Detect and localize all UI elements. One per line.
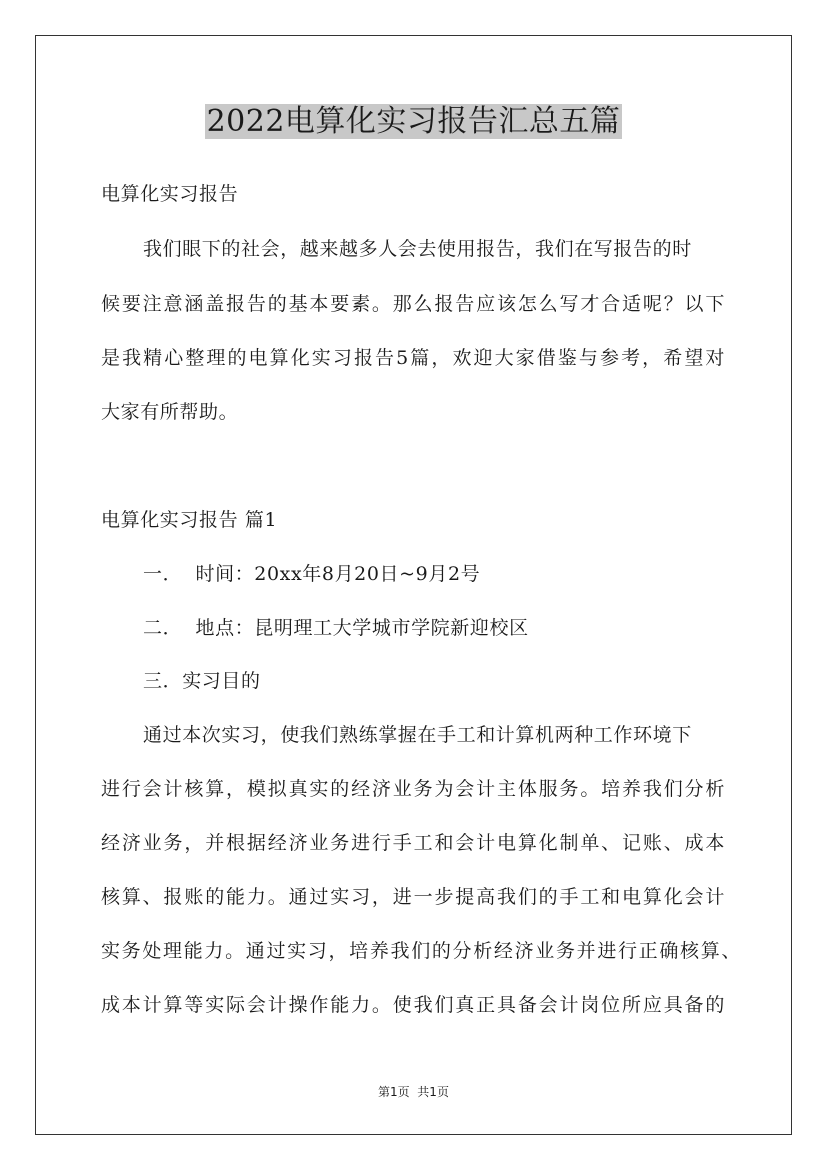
body-line-2: 进行会计核算，模拟真实的经济业务为会计主体服务。培养我们分析 bbox=[101, 778, 725, 800]
intro-heading: 电算化实习报告 bbox=[101, 183, 239, 205]
body-line-3: 经济业务，并根据经济业务进行手工和会计电算化制单、记账、成本 bbox=[101, 832, 725, 854]
section1-heading: 电算化实习报告 篇1 bbox=[101, 509, 278, 531]
item-time: 一． 时间：20xx年8月20日~9月2号 bbox=[143, 563, 481, 585]
intro-line-1: 我们眼下的社会，越来越多人会去使用报告，我们在写报告的时 bbox=[143, 238, 692, 260]
document-title bbox=[0, 100, 827, 144]
intro-line-2: 候要注意涵盖报告的基本要素。那么报告应该怎么写才合适呢？以下 bbox=[101, 293, 725, 315]
page-footer: 第1页 共1页 bbox=[378, 1085, 449, 1099]
body-line-5: 实务处理能力。通过实习，培养我们的分析经济业务并进行正确核算、 bbox=[101, 940, 741, 962]
body-line-1: 通过本次实习，使我们熟练掌握在手工和计算机两种工作环境下 bbox=[143, 724, 692, 746]
document-title-text: 2022电算化实习报告汇总五篇 bbox=[206, 104, 621, 139]
body-line-6: 成本计算等实际会计操作能力。使我们真正具备会计岗位所应具备的 bbox=[101, 994, 725, 1016]
intro-line-3: 是我精心整理的电算化实习报告5篇，欢迎大家借鉴与参考，希望对 bbox=[101, 347, 725, 369]
item-location: 二． 地点：昆明理工大学城市学院新迎校区 bbox=[143, 617, 529, 639]
intro-line-4: 大家有所帮助。 bbox=[101, 401, 239, 423]
body-line-4: 核算、报账的能力。通过实习，进一步提高我们的手工和电算化会计 bbox=[101, 886, 725, 908]
item-purpose-heading: 三．实习目的 bbox=[143, 670, 261, 692]
